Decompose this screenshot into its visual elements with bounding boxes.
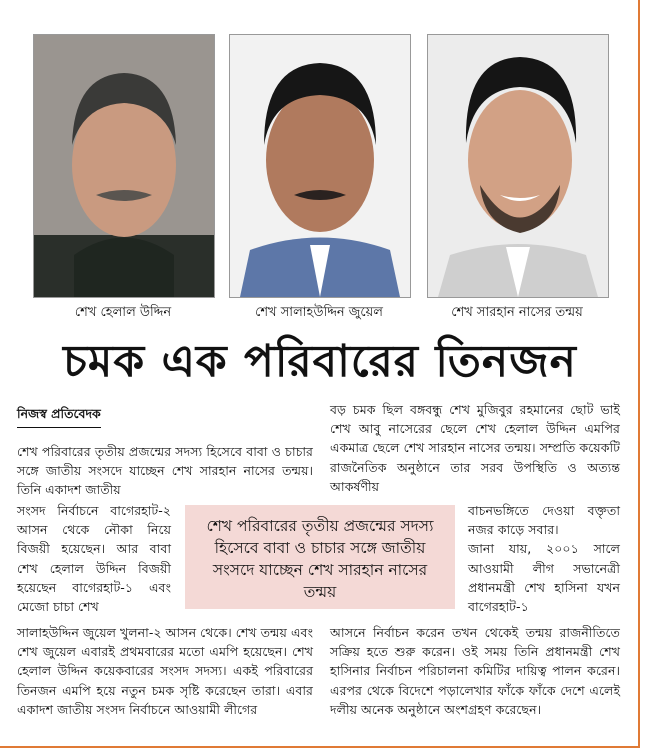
article-paragraph: সংসদ নির্বাচনে বাগেরহাট-২ আসন থেকে নৌকা নিয়ে বিজয়ী হয়েছেন। আর বাবা শেখ হেলাল উদ্দিন বিজয়ী হয়েছেন বাগেরহাট-১ এবং মেজো চাচা শেখ xyxy=(17,503,171,615)
article-paragraph: আসনে নির্বাচন করেন তখন থেকেই তন্ময় রাজনীতিতে সক্রিয় হতে শুরু করেন। ওই সময় তিনি প্রধানমন্ত্রী শেখ হাসিনার নির্বাচন পরিচালনা কমিটির দায়িত্ব পালন করেন। এরপর থেকে বিদেশে পড়ালেখার ফাঁকে ফাঁকে দেশে এলেই দলীয় অনেক অনুষ্ঠানে অংশগ্রহণ করেছেন। xyxy=(330,625,620,717)
photo-caption-helal: শেখ হেলাল উদ্দিন xyxy=(74,305,172,320)
photo-sheikh-sarhan-naser-tonmoy xyxy=(427,34,609,298)
article-paragraph: বাচনভঙ্গিতে দেওয়া বক্তৃতা নজর কাড়ে সবার। xyxy=(468,503,620,538)
article-paragraph: জানা যায়, ২০০১ সালে আওয়ামী লীগ সভানেত্রী প্রধানমন্ত্রী শেখ হাসিনা যখন বাগেরহাট-১ xyxy=(468,541,620,615)
headline: চমক এক পরিবারের তিনজন xyxy=(63,336,577,387)
pull-quote: শেখ পরিবারের তৃতীয় প্রজন্মের সদস্য হিসেবে বাবা ও চাচার সঙ্গে জাতীয় সংসদে যাচ্ছেন শেখ সারহান নাসের তন্ময় xyxy=(185,505,455,609)
photo-caption-tonmoy: শেখ সারহান নাসের তন্ময় xyxy=(451,305,583,320)
article-right-narrow xyxy=(468,501,620,616)
article-left-bottom xyxy=(17,623,313,719)
article-paragraph: সালাহউদ্দিন জুয়েল খুলনা-২ আসন থেকে। শেখ তন্ময় এবং শেখ জুয়েল এবারই প্রথমবারের মতো এমপি হয়েছেন। শেখ হেলাল উদ্দিন কয়েকবারের সংসদ সদস্য। একই পরিবারের তিনজন এমপি হয়ে নতুন চমক সৃষ্টি করেছেন তারা। এবার একাদশ জাতীয় সংসদ নির্বাচনে আওয়ামী লীগের xyxy=(17,625,313,717)
article-right-top xyxy=(330,400,620,496)
article-left-narrow xyxy=(17,501,171,616)
article-right-bottom xyxy=(330,623,620,719)
article-left-top xyxy=(17,442,313,500)
photo-caption-jewel: শেখ সালাহউদ্দিন জুয়েল xyxy=(255,305,383,320)
article-paragraph: শেখ পরিবারের তৃতীয় প্রজন্মের সদস্য হিসেবে বাবা ও চাচার সঙ্গে জাতীয় সংসদে যাচ্ছেন শেখ সারহান নাসের তন্ময়। তিনি একাদশ জাতীয় xyxy=(17,444,313,498)
photo-sheikh-salahuddin-jewel xyxy=(229,34,411,298)
photo-sheikh-helal xyxy=(33,34,215,298)
byline: নিজস্ব প্রতিবেদক xyxy=(17,406,101,428)
article-paragraph: বড় চমক ছিল বঙ্গবন্ধু শেখ মুজিবুর রহমানের ছোট ভাই শেখ আবু নাসেরের ছেলে শেখ হেলাল উদ্দিন এমপির একমাত্র ছেলে শেখ সারহান নাসের তন্ময়। সম্প্রতি কয়েকটি রাজনৈতিক অনুষ্ঠানে তার সরব উপস্থিতি ও অত্যন্ত আকর্ষণীয় xyxy=(330,402,620,494)
